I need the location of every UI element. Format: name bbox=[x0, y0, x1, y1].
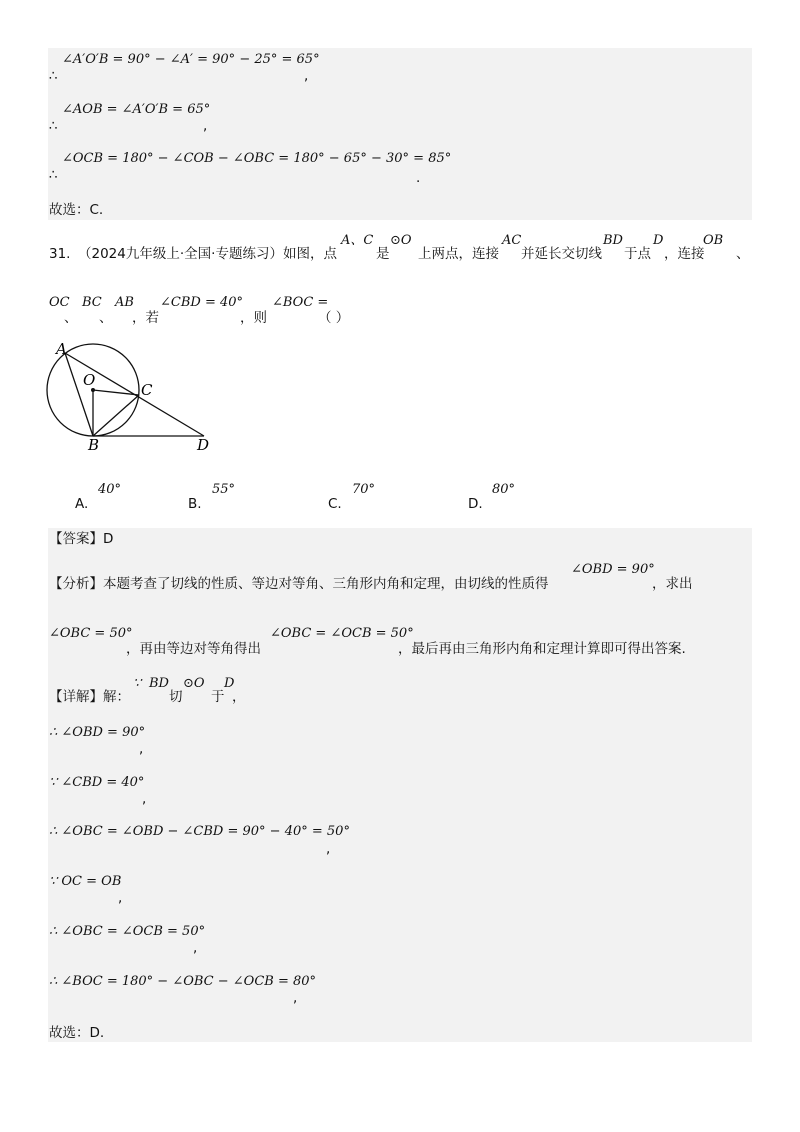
step-1-formula: ∴ ∠OBD = 90° bbox=[49, 725, 146, 740]
q-bc: BC bbox=[82, 295, 102, 310]
option-c-value: 70° bbox=[352, 482, 376, 497]
q-boc: ∠BOC = bbox=[272, 295, 329, 310]
analysis-formula-1: ∠OBD = 90° bbox=[571, 562, 655, 577]
label-a: A bbox=[56, 340, 67, 358]
answer-label: 【答案】D bbox=[49, 531, 114, 547]
q-oc: OC bbox=[49, 295, 70, 310]
prev-punct-1: , bbox=[304, 68, 309, 84]
step-5-formula: ∴ ∠OBC = ∠OCB = 50° bbox=[49, 924, 206, 939]
detail-comma: ， bbox=[232, 689, 246, 705]
line-ab bbox=[65, 353, 96, 436]
label-b: B bbox=[88, 436, 100, 454]
analysis-mid-2: ，再由等边对等角得出 bbox=[126, 641, 261, 657]
prev-choice: 故选：C. bbox=[49, 202, 104, 218]
q-d: D bbox=[653, 233, 664, 248]
step-5-punct: , bbox=[193, 940, 198, 956]
option-b-value: 55° bbox=[212, 482, 236, 497]
step-4-formula: ∵ OC = OB bbox=[49, 874, 122, 889]
option-c-letter: C. bbox=[328, 496, 342, 512]
detail-label: 【详解】解： bbox=[49, 689, 130, 705]
prev-formula-3: ∠OCB = 180° − ∠COB − ∠OBC = 180° − 65° − 30° = 85° bbox=[62, 151, 452, 166]
step-3-formula: ∴ ∠OBC = ∠OBD − ∠CBD = 90° − 40° = 50° bbox=[49, 824, 350, 839]
detail-because: ∵ bbox=[133, 676, 142, 691]
step-2-formula: ∵ ∠CBD = 40° bbox=[49, 775, 145, 790]
option-d-value: 80° bbox=[492, 482, 516, 497]
q-points-ac: A、C bbox=[341, 233, 374, 248]
step-6-punct: , bbox=[293, 990, 298, 1006]
q-dun1: 、 bbox=[736, 246, 750, 262]
step-6-formula: ∴ ∠BOC = 180° − ∠OBC − ∠OCB = 80° bbox=[49, 974, 317, 989]
step-2-punct: , bbox=[142, 791, 147, 807]
label-d: D bbox=[197, 436, 210, 454]
q-paren: （ ） bbox=[318, 310, 350, 326]
detail-d: D bbox=[224, 676, 235, 691]
analysis-mid-1: ，求出 bbox=[652, 576, 693, 592]
q-ob: OB bbox=[703, 233, 724, 248]
q-ac: AC bbox=[502, 233, 522, 248]
option-a-value: 40° bbox=[98, 482, 122, 497]
step-3-punct: , bbox=[326, 841, 331, 857]
q-shi: 是 bbox=[376, 246, 390, 262]
detail-circle: ⊙O bbox=[183, 676, 205, 691]
geometry-figure bbox=[44, 340, 224, 460]
prev-therefore-3: ∴ bbox=[49, 167, 58, 183]
q-extend: 并延长交切线 bbox=[521, 246, 602, 262]
prev-punct-3: . bbox=[416, 170, 421, 186]
detail-yu: 于 bbox=[211, 689, 225, 705]
q-cbd: ∠CBD = 40° bbox=[160, 295, 244, 310]
step-1-punct: , bbox=[139, 741, 144, 757]
q-dun3: 、 bbox=[99, 310, 113, 326]
q-bd: BD bbox=[603, 233, 623, 248]
option-b-letter: B. bbox=[188, 496, 202, 512]
q-yu: 于点 bbox=[624, 246, 651, 262]
option-d-letter: D. bbox=[468, 496, 483, 512]
step-4-punct: , bbox=[118, 890, 123, 906]
q-circle-o: ⊙O bbox=[390, 233, 412, 248]
q-shang: 上两点，连接 bbox=[418, 246, 499, 262]
q-lianjie: ，连接 bbox=[664, 246, 705, 262]
option-a-letter: A. bbox=[75, 496, 89, 512]
q-ze: ，则 bbox=[240, 310, 267, 326]
question-number: 31. bbox=[49, 246, 71, 262]
analysis-prefix: 【分析】本题考查了切线的性质、等边对等角、三角形内角和定理，由切线的性质得 bbox=[49, 576, 549, 592]
question-source: （2024九年级上·全国·专题练习）如图，点 bbox=[78, 246, 337, 262]
analysis-formula-2: ∠OBC = 50° bbox=[49, 626, 133, 641]
answer-choice: 故选：D. bbox=[49, 1025, 105, 1041]
detail-qie: 切 bbox=[169, 689, 183, 705]
detail-bd: BD bbox=[149, 676, 169, 691]
analysis-end: ，最后再由三角形内角和定理计算即可得出答案. bbox=[398, 641, 686, 657]
label-o: O bbox=[83, 371, 96, 389]
label-c: C bbox=[141, 381, 153, 399]
q-ruo: ，若 bbox=[132, 310, 159, 326]
prev-formula-2: ∠AOB = ∠A′O′B = 65° bbox=[62, 102, 211, 117]
q-ab: AB bbox=[115, 295, 134, 310]
answer-block bbox=[48, 528, 752, 1042]
previous-solution-block bbox=[48, 48, 752, 220]
q-dun2: 、 bbox=[64, 310, 78, 326]
prev-therefore-2: ∴ bbox=[49, 118, 58, 134]
prev-therefore-1: ∴ bbox=[49, 68, 58, 84]
analysis-formula-3: ∠OBC = ∠OCB = 50° bbox=[270, 626, 414, 641]
prev-formula-1: ∠A′O′B = 90° − ∠A′ = 90° − 25° = 65° bbox=[62, 52, 320, 67]
prev-punct-2: , bbox=[203, 118, 208, 134]
